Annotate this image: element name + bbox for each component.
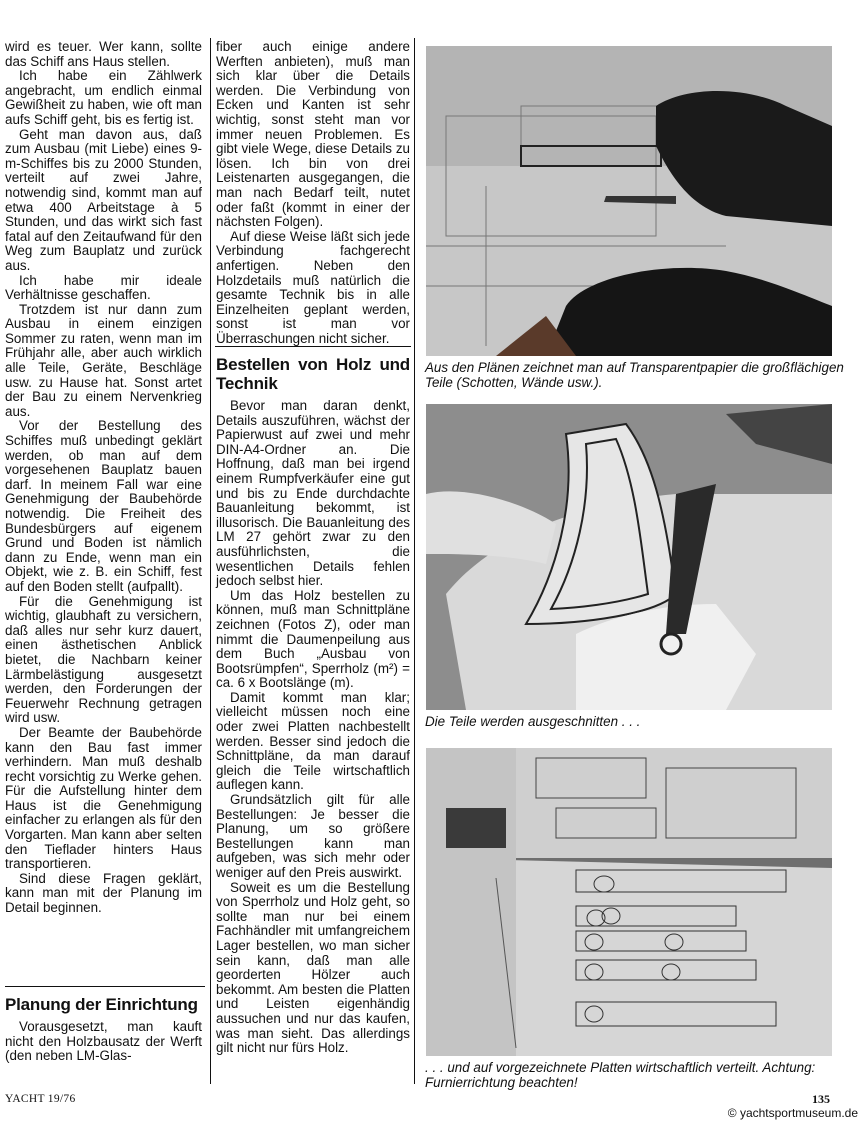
section-planung (5, 995, 202, 1064)
paragraph: wird es teuer. Wer kann, sollte das Schiff ans Haus stellen. (5, 39, 202, 69)
paragraph: Bevor man daran denkt, Details auszuführen, wächst der Papierwust auf zwei und mehr DIN-A4-Ordner an. Die Hoffnung, daß man bei irgend einem Rumpfverkäufer eine gut und bis zu Ende durchdachte Bauanleitung bekommt, ist illusorisch. Die Bauanleitung des LM 27 gehört zwar zu den ausführlichsten, die wesentlichen Details fehlen jedoch selbst hier. (216, 398, 410, 589)
paragraph: Vorausgesetzt, man kauft nicht den Holzbausatz der Werft (den neben LM-Glas- (5, 1019, 202, 1064)
paragraph: Sind diese Fragen geklärt, kann man mit der Planung im Detail beginnen. (5, 870, 202, 916)
section-rule-planung (5, 986, 205, 987)
paragraph: Um das Holz bestellen zu können, muß man Schnittpläne zeichnen (Fotos Z), oder man nimmt die Daumenpeilung aus dem Buch „Ausbau von Bootsrümpfen“, Sperrholz (m²) = ca. 6 x Bootslänge (m). (216, 587, 410, 691)
paragraph: Ich habe ein Zählwerk angebracht, um endlich einmal Gewißheit zu haben, wie oft man aufs Schiff geht, bis es fertig ist. (5, 68, 202, 127)
paragraph: Der Beamte der Baubehörde kann den Bau fast immer verhindern. Man muß deshalb recht vorsichtig zu Werke gehen. Für die Aufstellung hinter dem Haus ist die Genehmigung einfacher zu erlangen als für den Vorgarten. Man kann aber selten den Tieflader hinters Haus transportieren. (5, 724, 202, 872)
column-rule-right (414, 38, 415, 1084)
paragraph: Ich habe mir ideale Verhältnisse geschaffen. (5, 272, 202, 303)
copyright-watermark: © yachtsportmuseum.de (727, 1106, 858, 1120)
paragraph: Geht man davon aus, daß zum Ausbau (mit Liebe) eines 9-m-Schiffes bis zu 2000 Stunden, verteilt auf zwei Jahre, notwendig sind, kommt man auf etwa 400 Arbeitstage à 5 Stunden, und das wirkt sich fast fatal auf den Zeitaufwand für den Weg zum Bauplatz und zurück aus. (5, 126, 202, 273)
caption-photo-3: . . . und auf vorgezeichnete Platten wirtschaftlich verteilt. Achtung: Furnierrichtung beachten! (425, 1060, 816, 1090)
photo-panels-layout (426, 748, 832, 1056)
column-rule-left (210, 38, 211, 1084)
photo-cutting-parts (426, 404, 832, 710)
paragraph: fiber auch einige andere Werften anbieten), muß man sich klar über die Details werden. Die Verbindung von Ecken und Kanten ist sehr wichtig, sonst steht man vor immer neuen Problemen. Es gibt viele Wege, diese Details zu lösen. Ich bin von drei Leistenarten ausgegangen, die man nach Bedarf teilt, nutet oder faßt (kommt in einer der nächsten Folgen). (216, 39, 410, 230)
paragraph: Vor der Bestellung des Schiffes muß unbedingt geklärt werden, ob man auf dem vorgesehenen Bauplatz bauen darf. In meinem Fall war eine Genehmigung der Baubehörde notwendig. Die Freiheit des Bundesbürgers auf eigenem Grund und Boden ist nämlich dann zu Ende, wenn man ein Objekt, wie z. B. ein Schiff, fest auf den Boden stellt (aufpallt). (5, 418, 202, 594)
section-heading-bestellen: Bestellen von Holz und Technik (216, 355, 410, 393)
page-number: 135 (812, 1092, 830, 1106)
paragraph: Damit kommt man klar; vielleicht müssen noch eine oder zwei Platten nachbestellt werden. Besser sind jedoch die Schnittpläne, da man darauf gleich die Teile wirtschaftlich auflegen kann. (216, 689, 410, 793)
article-column-2 (216, 40, 410, 346)
paragraph: Auf diese Weise läßt sich jede Verbindung fachgerecht anfertigen. Neben den Holzdetails muß natürlich die gesamte Technik bis in alle Einzelheiten geplant werden, sonst ist man vor Überraschungen nicht sicher. (216, 228, 410, 346)
paragraph: Für die Genehmigung ist wichtig, glaubhaft zu versichern, daß alles nur sehr kurz dauert, einen ästhetischen Anblick bietet, die Nachbarn keiner Lärmbelästigung ausgesetzt werden, den Forderungen der Feuerwehr Rechnung getragen wird usw. (5, 593, 202, 726)
paragraph: Grundsätzlich gilt für alle Bestellungen: Je besser die Planung, um so größere Bestellungen kann man aufgeben, was sich mehr oder weniger auf den Preis auswirkt. (216, 792, 410, 880)
paragraph: Trotzdem ist nur dann zum Ausbau in einem einzigen Sommer zu raten, wenn man im Frühjahr alle, aber auch wirklich alle Teile, Geräte, Beschläge usw. zu Hause hat. Sonst artet der Bau zu einem Nervenkrieg aus. (5, 301, 202, 419)
caption-photo-1: Aus den Plänen zeichnet man auf Transparentpapier die großflächigen Teile (Schotten, Wände usw.). (425, 360, 844, 390)
caption-photo-2: Die Teile werden ausgeschnitten . . . (425, 714, 641, 729)
photo-drawing-transparent-paper (426, 46, 832, 356)
magazine-issue: YACHT 19/76 (5, 1093, 76, 1105)
paragraph: Soweit es um die Bestellung von Sperrholz und Holz geht, so sollte man nur bei einem Fachhändler mit umfangreichem Lager bestellen, wo man sicher sein kann, daß man alle georderten Hölzer auch bekommt. Am besten die Platten und Leisten eigenhändig aussuchen und nur das kaufen, was man sieht. Das allerdings gilt nicht nur fürs Holz. (216, 879, 410, 1056)
section-heading-planung: Planung der Einrichtung (5, 995, 198, 1014)
article-column-1 (5, 40, 202, 916)
section-bestellen (216, 355, 410, 1056)
